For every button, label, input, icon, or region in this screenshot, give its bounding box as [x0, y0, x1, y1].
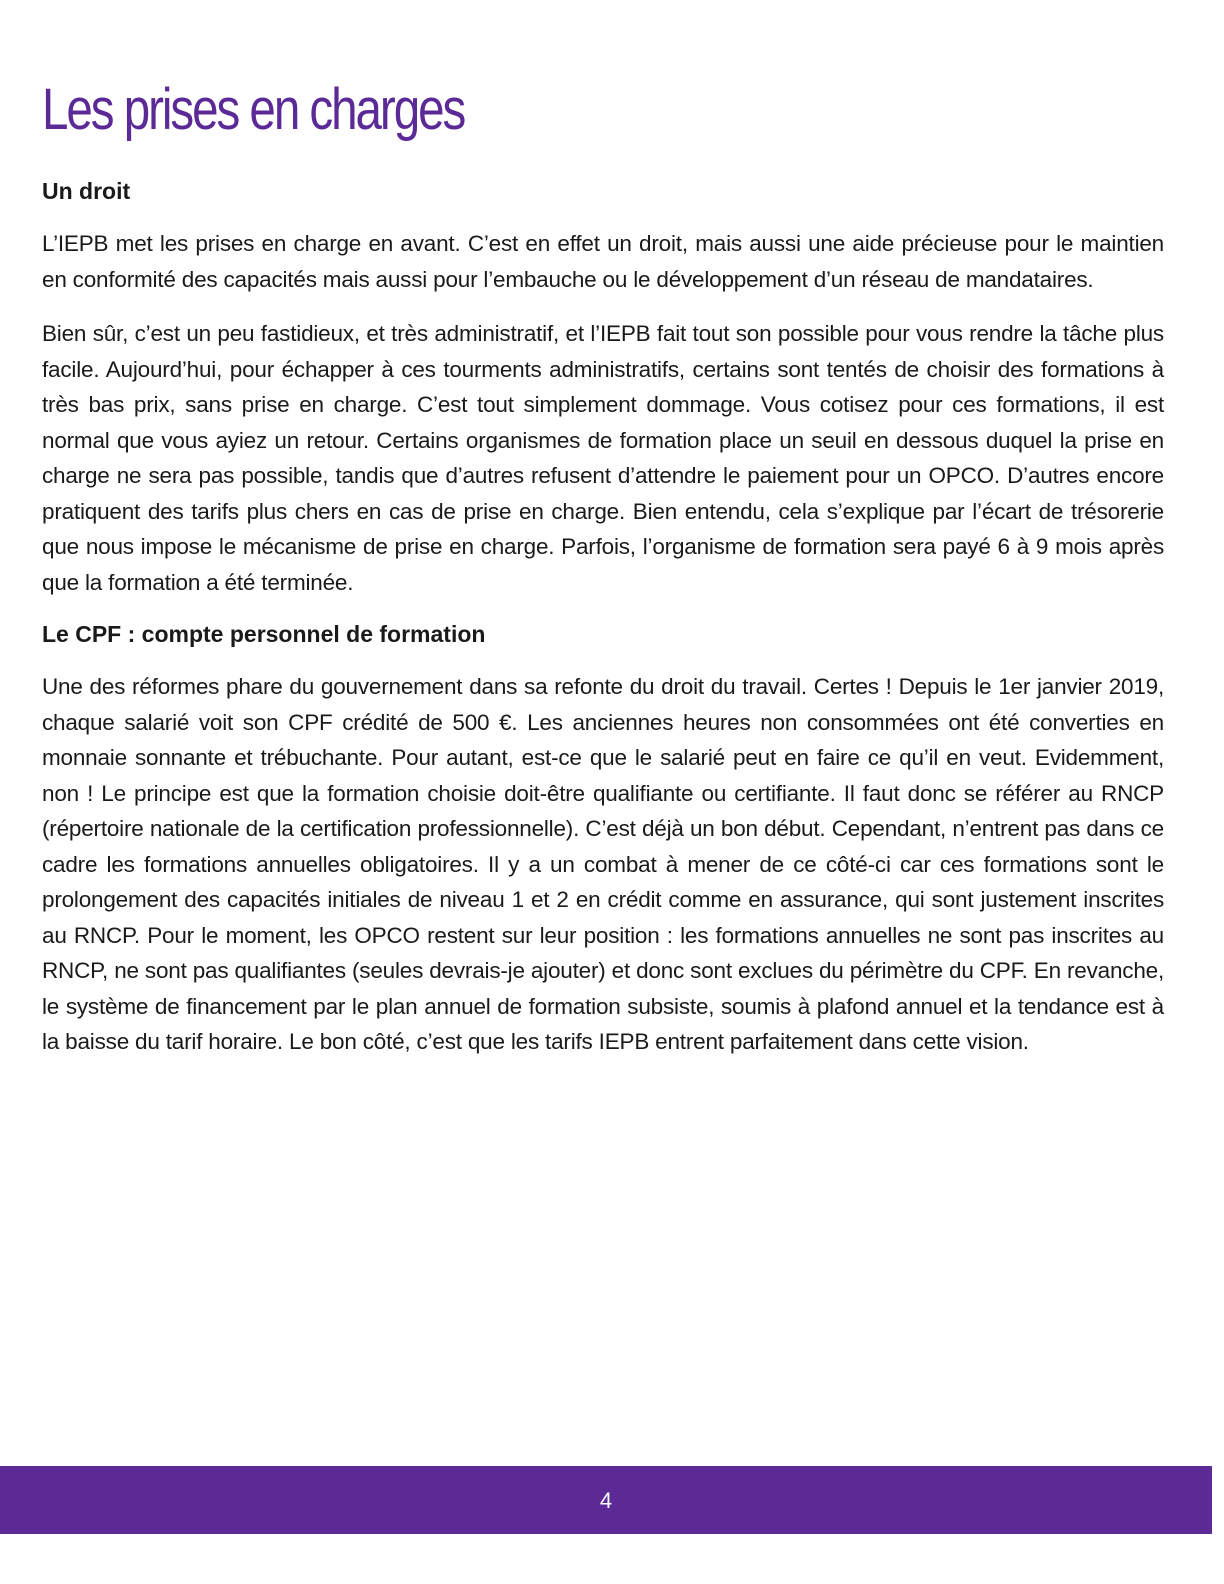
page-title: Les prises en charges	[42, 77, 465, 142]
section-heading-un-droit: Un droit	[42, 178, 131, 204]
paragraph-un-droit-1: L’IEPB met les prises en charge en avant. C’est en effet un droit, mais aussi une aide précieuse pour le maintien en conformité des capacités mais aussi pour l’embauche ou le développement d’un réseau de mandataires.	[42, 231, 1164, 292]
paragraph-un-droit-2: Bien sûr, c’est un peu fastidieux, et très administratif, et l’IEPB fait tout son possible pour vous rendre la tâche plus facile. Aujourd’hui, pour échapper à ces tourments administratifs, certains sont tentés de choisir des formations à très bas prix, sans prise en charge. C’est tout simplement dommage. Vous cotisez pour ces formations, il est normal que vous ayiez un retour. Certains organismes de formation place un seuil en dessous duquel la prise en charge ne sera pas possible, tandis que d’autres refusent d’attendre le paiement pour un OPCO. D’autres encore pratiquent des tarifs plus chers en cas de prise en charge. Bien entendu, cela s’explique par l’écart de trésorerie que nous impose le mécanisme de prise en charge. Parfois, l’organisme de formation sera payé 6 à 9 mois après que la formation a été terminée.	[42, 321, 1164, 595]
footer-bar	[0, 1466, 1212, 1534]
document-page	[42, 70, 1164, 1079]
paragraph-cpf-1: Une des réformes phare du gouvernement dans sa refonte du droit du travail. Certes ! Depuis le 1er janvier 2019, chaque salarié voit son CPF crédité de 500 €. Les anciennes heures non consommées ont été converties en monnaie sonnante et trébuchante. Pour autant, est-ce que le salarié peut en faire ce qu’il en veut. Evidemment, non ! Le principe est que la formation choisie doit-être qualifiante ou certifiante. Il faut donc se référer au RNCP (répertoire nationale de la certification professionnelle). C’est déjà un bon début. Cependant, n’entrent pas dans ce cadre les formations annuelles obligatoires. Il y a un combat à mener de ce côté-ci car ces formations sont le prolongement des capacités initiales de niveau 1 et 2 en crédit comme en assurance, qui sont justement inscrites au RNCP. Pour le moment, les OPCO restent sur leur position : les formations annuelles ne sont pas inscrites au RNCP, ne sont pas qualifiantes (seules devrais-je ajouter) et donc sont exclues du périmètre du CPF. En revanche, le système de financement par le plan annuel de formation subsiste, soumis à plafond annuel et la tendance est à la baisse du tarif horaire. Le bon côté, c’est que les tarifs IEPB entrent parfaitement dans cette vision.	[42, 674, 1164, 1054]
page-number: 4	[599, 1488, 613, 1513]
section-heading-cpf: Le CPF : compte personnel de formation	[42, 621, 486, 647]
footer-edge	[1212, 1466, 1224, 1534]
